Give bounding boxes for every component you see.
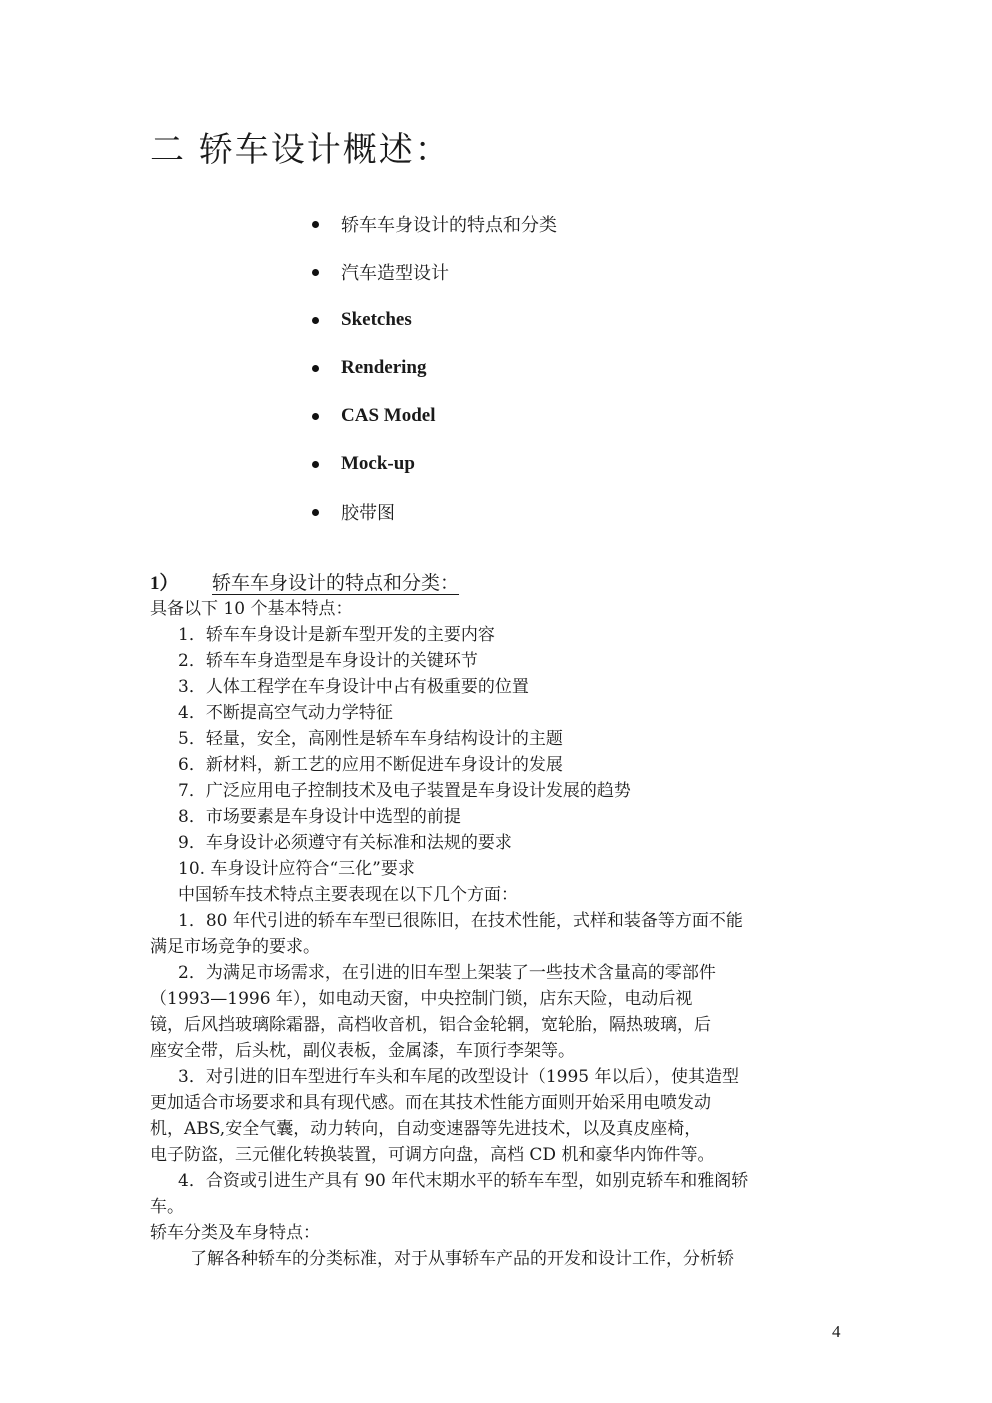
bullet-dot-icon — [312, 269, 319, 276]
bullet-item — [312, 200, 557, 248]
bullet-text: 汽车造型设计 — [341, 263, 449, 284]
feature-item: 7．广泛应用电子控制技术及电子装置是车身设计发展的趋势 — [178, 781, 631, 801]
bullet-item — [312, 248, 557, 296]
bullet-item — [312, 344, 557, 392]
bullet-dot-icon — [312, 509, 319, 516]
bullet-item — [312, 296, 557, 344]
bullet-dot-icon — [312, 317, 319, 324]
bullet-dot-icon — [312, 413, 319, 420]
china-point-line: 更加适合市场要求和具有现代感。而在其技术性能方面则开始采用电喷发动 — [150, 1093, 711, 1113]
features-intro: 具备以下 10 个基本特点： — [150, 599, 353, 619]
bullet-dot-icon — [312, 365, 319, 372]
bullet-item — [312, 488, 557, 536]
feature-item: 10. 车身设计应符合“三化”要求 — [178, 859, 415, 879]
section-number: 1） — [150, 573, 179, 594]
section-title: 轿车车身设计的特点和分类： — [212, 572, 460, 594]
china-intro: 中国轿车技术特点主要表现在以下几个方面： — [178, 885, 518, 905]
china-point-line: 车。 — [150, 1197, 184, 1217]
feature-item: 3．人体工程学在车身设计中占有极重要的位置 — [178, 677, 529, 697]
bullet-text: Sketches — [341, 309, 412, 330]
bullet-dot-icon — [312, 461, 319, 468]
feature-list — [150, 622, 850, 882]
china-point-line: 3．对引进的旧车型进行车头和车尾的改型设计（1995 年以后），使其造型 — [178, 1067, 739, 1087]
china-point-line: 1．80 年代引进的轿车车型已很陈旧，在技术性能，式样和装备等方面不能 — [178, 911, 743, 931]
feature-item: 2．轿车车身造型是车身设计的关键环节 — [178, 651, 478, 671]
bullet-text: Mock-up — [341, 453, 415, 474]
bullet-text: 胶带图 — [341, 503, 395, 524]
china-point-line: 满足市场竞争的要求。 — [150, 937, 320, 957]
classification-text: 了解各种轿车的分类标准，对于从事轿车产品的开发和设计工作，分析轿 — [190, 1249, 734, 1269]
chapter-title: 二 轿车设计概述： — [150, 130, 451, 170]
topic-bullet-list — [312, 200, 557, 536]
bullet-text: CAS Model — [341, 405, 436, 426]
bullet-text: 轿车车身设计的特点和分类 — [341, 215, 557, 236]
page-number: 4 — [832, 1322, 841, 1341]
feature-item: 1．轿车车身设计是新车型开发的主要内容 — [178, 625, 495, 645]
feature-item: 8．市场要素是车身设计中选型的前提 — [178, 807, 461, 827]
feature-item: 5．轻量，安全，高刚性是轿车车身结构设计的主题 — [178, 729, 563, 749]
bullet-text: Rendering — [341, 357, 427, 378]
bullet-item — [312, 392, 557, 440]
section-heading — [150, 568, 465, 595]
china-point-line: 2．为满足市场需求，在引进的旧车型上架装了一些技术含量高的零部件 — [178, 963, 716, 983]
china-point-line: 机，ABS,安全气囊，动力转向，自动变速器等先进技术，以及真皮座椅， — [150, 1119, 702, 1139]
feature-item: 6．新材料，新工艺的应用不断促进车身设计的发展 — [178, 755, 563, 775]
china-point-line: 座安全带，后头枕，副仪表板，金属漆，车顶行李架等。 — [150, 1041, 575, 1061]
feature-item: 4．不断提高空气动力学特征 — [178, 703, 393, 723]
classification-heading: 轿车分类及车身特点： — [150, 1223, 320, 1243]
china-point-line: 4．合资或引进生产具有 90 年代末期水平的轿车车型，如别克轿车和雅阁轿 — [178, 1171, 749, 1191]
feature-item: 9．车身设计必须遵守有关标准和法规的要求 — [178, 833, 512, 853]
body-text — [150, 596, 850, 1272]
china-point-line: 镜，后风挡玻璃除霜器，高档收音机，铝合金轮辋，宽轮胎，隔热玻璃，后 — [150, 1015, 711, 1035]
china-points — [150, 908, 850, 1220]
bullet-dot-icon — [312, 221, 319, 228]
china-point-line: （1993—1996 年），如电动天窗，中央控制门锁，店东天险，电动后视 — [150, 989, 693, 1009]
china-point-line: 电子防盗，三元催化转换装置，可调方向盘，高档 CD 机和豪华内饰件等。 — [150, 1145, 715, 1165]
bullet-item — [312, 440, 557, 488]
